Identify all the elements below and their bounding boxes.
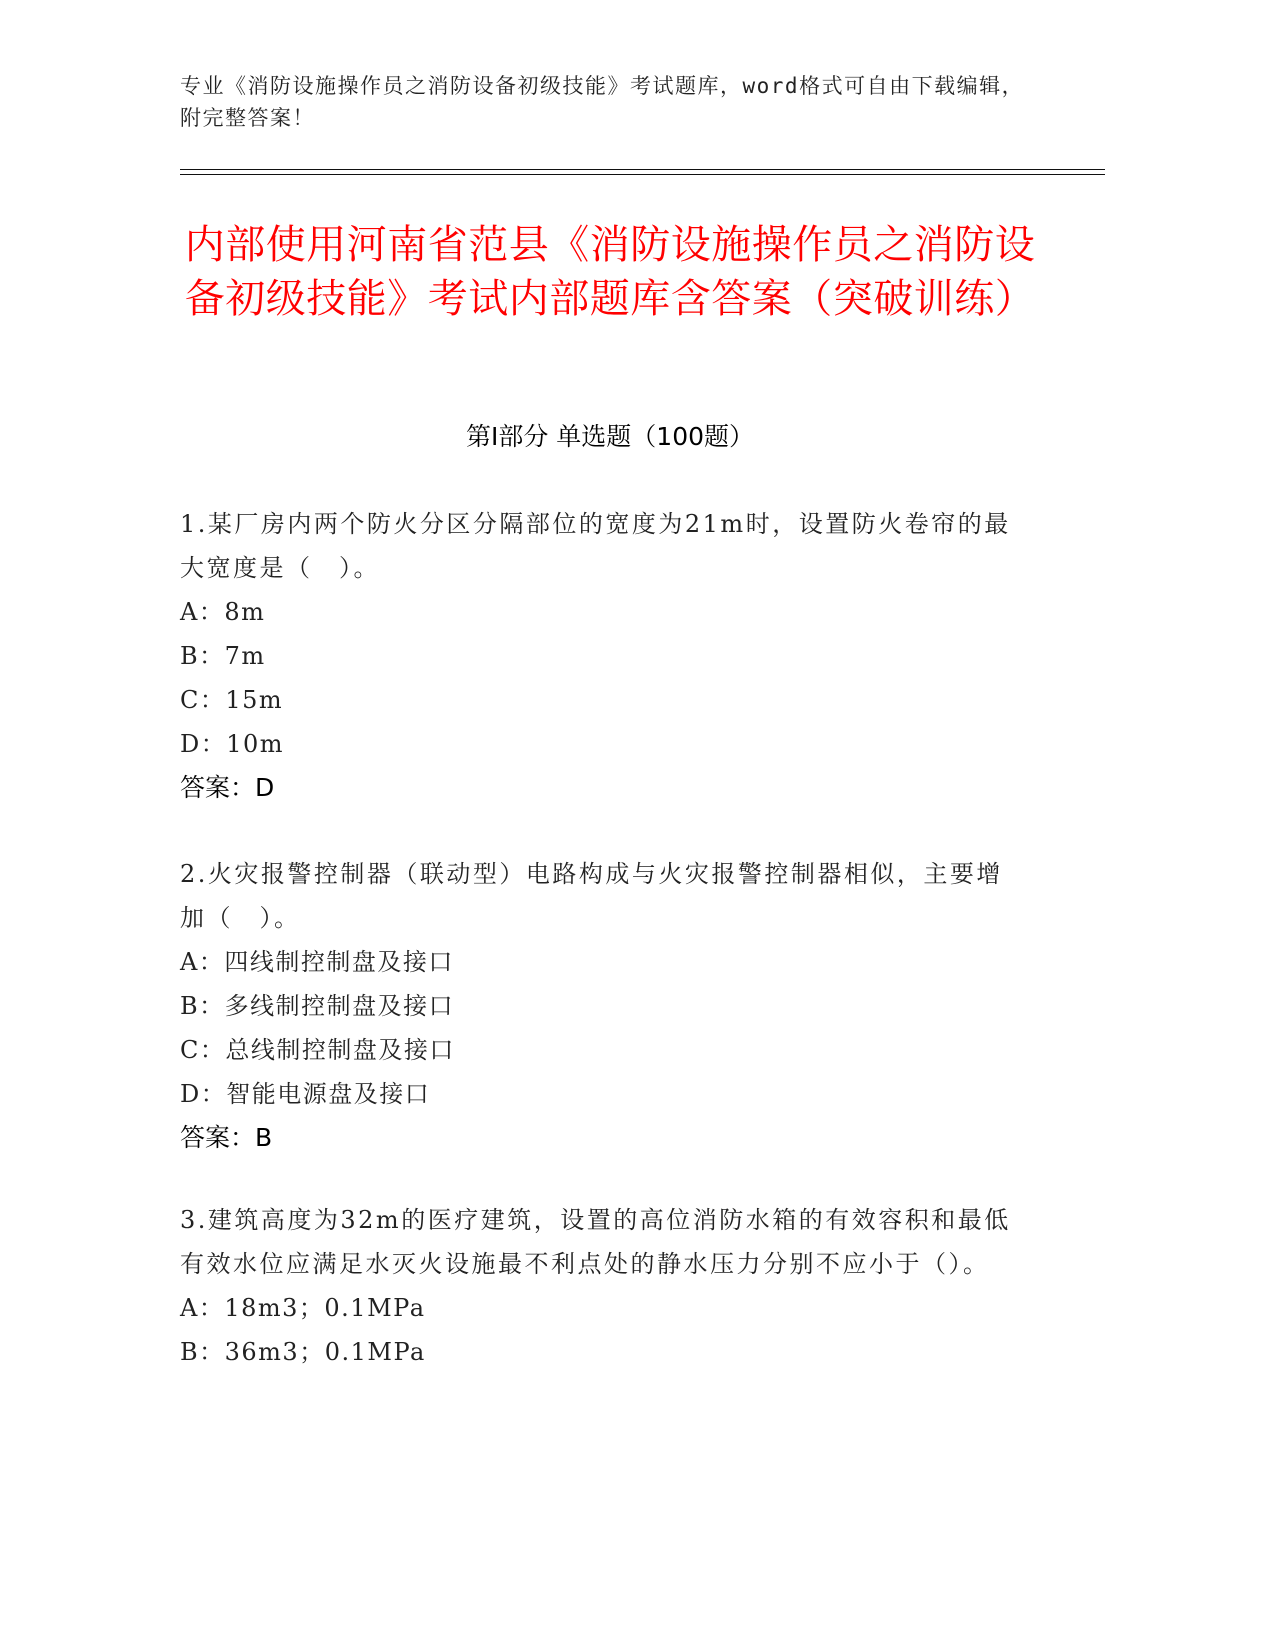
question-3 [180, 1198, 1020, 1374]
header-rule-top [180, 169, 1105, 170]
question-stem: 1.某厂房内两个防火分区分隔部位的宽度为21m时，设置防火卷帘的最大宽度是（ ）。 [180, 510, 1011, 582]
option-d: D：智能电源盘及接口 [180, 1080, 431, 1108]
option-c: C：15m [180, 686, 284, 714]
question-stem: 3.建筑高度为32m的医疗建筑，设置的高位消防水箱的有效容积和最低有效水位应满足水灭火设施最不利点处的静水压力分别不应小于（）。 [180, 1206, 1011, 1278]
option-a: A：四线制控制盘及接口 [180, 948, 454, 976]
option-b: B：7m [180, 642, 266, 670]
section-heading: 第Ⅰ部分 单选题（100题） [465, 422, 755, 451]
header-rule-bottom [180, 174, 1105, 175]
option-b: B：36m3；0.1MPa [180, 1338, 426, 1366]
intro-text: 专业《消防设施操作员之消防设备初级技能》考试题库，word格式可自由下载编辑，附完整答案！ [180, 74, 1025, 130]
option-d: D：10m [180, 730, 285, 758]
answer-line: 答案：B [180, 1123, 273, 1152]
question-1 [180, 502, 1020, 810]
answer-line: 答案：D [180, 773, 275, 802]
option-a: A：18m3；0.1MPa [180, 1294, 426, 1322]
option-b: B：多线制控制盘及接口 [180, 992, 455, 1020]
question-stem: 2.火灾报警控制器（联动型）电路构成与火灾报警控制器相似，主要增加（ ）。 [180, 860, 1003, 932]
option-c: C：总线制控制盘及接口 [180, 1036, 455, 1064]
question-2 [180, 852, 1020, 1160]
document-title: 内部使用河南省范县《消防设施操作员之消防设备初级技能》考试内部题库含答案（突破训练） [184, 222, 1036, 322]
option-a: A：8m [180, 598, 266, 626]
